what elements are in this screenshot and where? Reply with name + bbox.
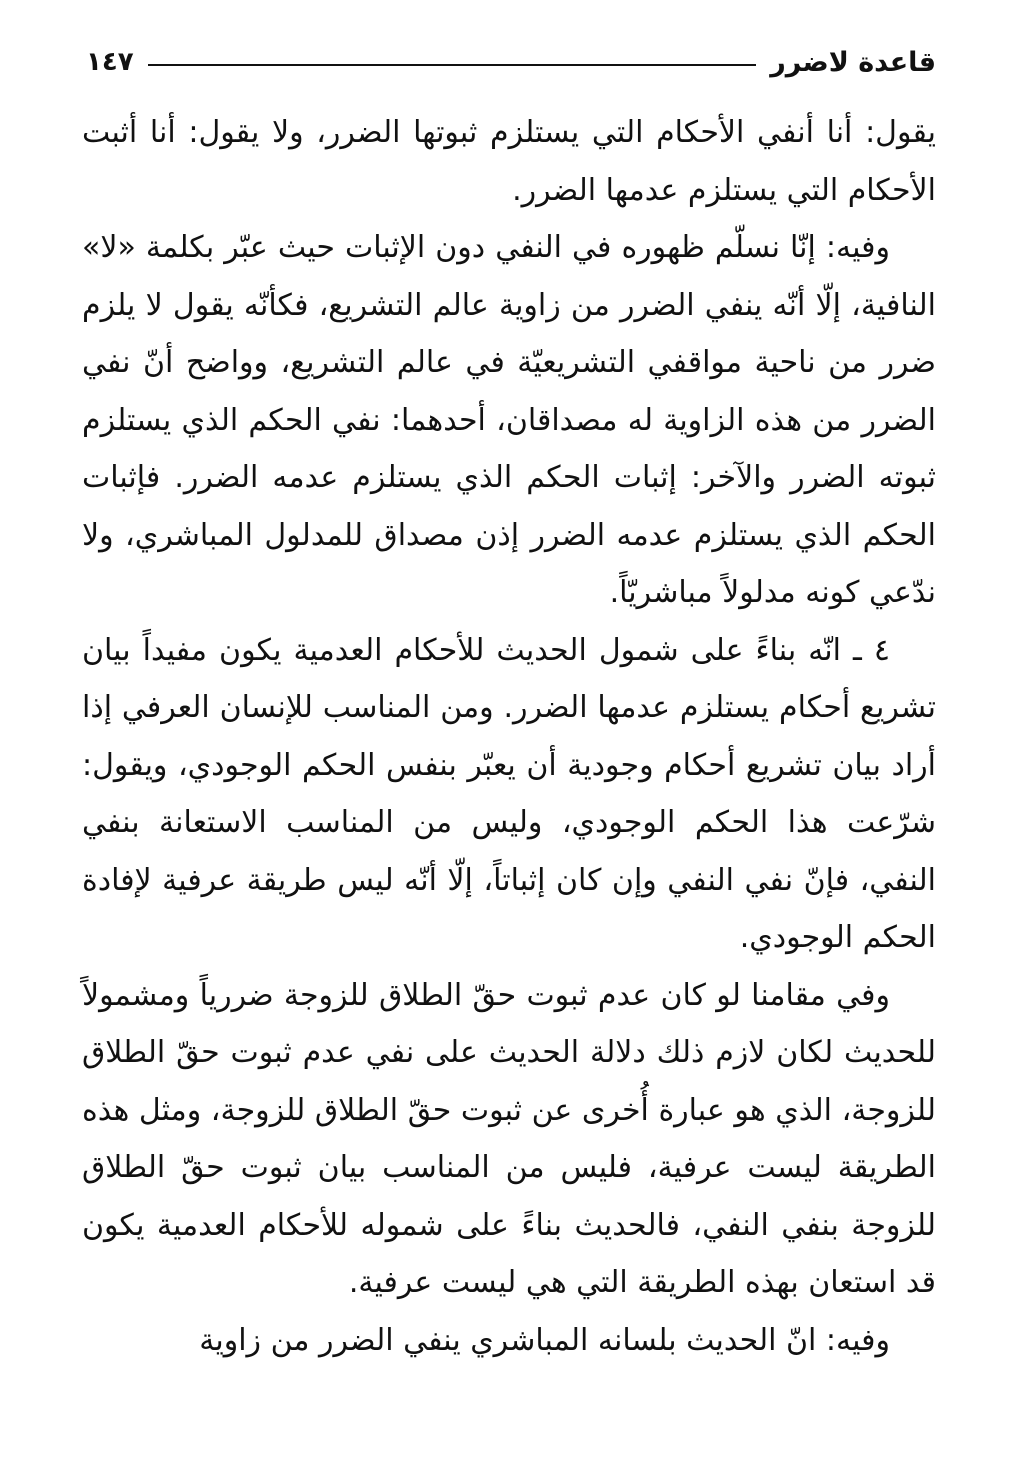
paragraph-4: وفي مقامنا لو كان عدم ثبوت حقّ الطلاق للزوجة ضررياً ومشمولاً للحديث لكان لازم ذلك دلالة الحديث على نفي عدم ثبوت حقّ الطلاق للزوجة، الذي هو عبارة أُخرى عن ثبوت حقّ الطلاق للزوجة، ومثل هذه الطريقة ليست عرفية، فليس من المناسب بيان ثبوت حقّ الطلاق للزوجة بنفي النفي، فالحديث بناءً على شموله للأحكام العدمية يكون قد استعان بهذه الطريقة التي هي ليست عرفية.	[82, 977, 936, 1300]
body-text	[82, 104, 936, 1369]
paragraph-1: يقول: أنا أنفي الأحكام التي يستلزم ثبوتها الضرر، ولا يقول: أنا أثبت الأحكام التي يستلزم عدمها الضرر.	[82, 115, 936, 208]
paragraph-2: وفيه: إنّا نسلّم ظهوره في النفي دون الإثبات حيث عبّر بكلمة «لا» النافية، إلّا أنّه ينفي الضرر من زاوية عالم التشريع، فكأنّه يقول لا يلزم ضرر من ناحية مواقفي التشريعيّة في عالم التشريع، وواضح أنّ نفي الضرر من هذه الزاوية له مصداقان، أحدهما: نفي الحكم الذي يستلزم ثبوته الضرر والآخر: إثبات الحكم الذي يستلزم عدمه الضرر. فإثبات الحكم الذي يستلزم عدمه الضرر إذن مصداق للمدلول المباشري، ولا ندّعي كونه مدلولاً مباشريّاً.	[82, 230, 936, 610]
paragraph-3: ٤ ـ انّه بناءً على شمول الحديث للأحكام العدمية يكون مفيداً بيان تشريع أحكام يستلزم عدمها الضرر. ومن المناسب للإنسان العرفي إذا أراد بيان تشريع أحكام وجودية أن يعبّر بنفس الحكم الوجودي، ويقول: شرّعت هذا الحكم الوجودي، وليس من المناسب الاستعانة بنفي النفي، فإنّ نفي النفي وإن كان إثباتاً، إلّا أنّه ليس طريقة عرفية لإفادة الحكم الوجودي.	[82, 632, 936, 955]
page-number: ١٤٧	[86, 47, 134, 77]
header-rule	[148, 64, 757, 66]
running-title: قاعدة لاضرر	[770, 46, 936, 78]
page-header	[86, 40, 936, 84]
paragraph-5: وفيه: انّ الحديث بلسانه المباشري ينفي الضرر من زاوية	[199, 1322, 890, 1358]
